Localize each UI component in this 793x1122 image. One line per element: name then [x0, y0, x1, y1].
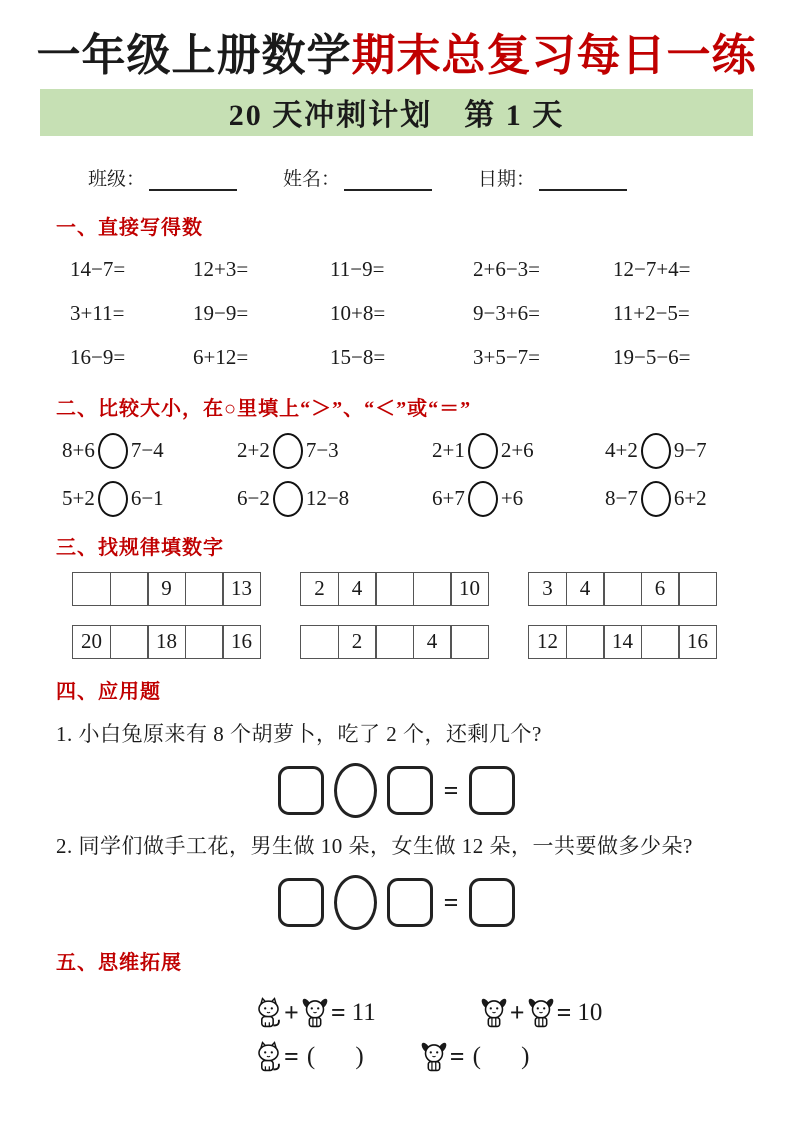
puzzle-answer-dog [420, 1041, 532, 1072]
comparison-circle[interactable] [273, 481, 303, 517]
section4-heading: 四、应用题 [56, 680, 161, 703]
answer-equation-2 [0, 874, 793, 932]
name-label: 姓名： [283, 168, 341, 190]
plan-banner [40, 89, 753, 136]
comparison-circle[interactable] [98, 433, 128, 469]
title-red-part: 期末总复习每日一练 [351, 31, 757, 80]
left-expression: 5+2 [62, 486, 95, 511]
pattern-cell: 4 [413, 625, 452, 659]
left-expression: 2+2 [237, 438, 270, 463]
pattern-table [300, 625, 489, 659]
pattern-cell: 4 [566, 572, 605, 606]
pattern-cell: 6 [641, 572, 680, 606]
pattern-cell: 16 [678, 625, 717, 659]
comparison-circle[interactable] [641, 433, 671, 469]
puzzle-equation-1 [255, 997, 376, 1028]
right-expression: 6+2 [673, 486, 707, 511]
banner-text: 20 天冲刺计划 第 1 天 [228, 99, 565, 133]
pattern-table [72, 572, 261, 606]
left-expression: 2+1 [432, 438, 465, 463]
pattern-table [72, 625, 261, 659]
cat-icon [255, 997, 282, 1028]
plus-sign: + [284, 997, 299, 1027]
equation-result: 10 [577, 998, 603, 1026]
pattern-table [528, 572, 717, 606]
word-problem-2: 2. 同学们做手工花，男生做 10 朵，女生做 12 朵，一共要做多少朵? [56, 833, 693, 858]
dog-icon [301, 997, 329, 1028]
pattern-cell[interactable] [566, 625, 605, 659]
right-expression: 6−1 [130, 486, 164, 511]
comparison-circle[interactable] [273, 433, 303, 469]
date-field [478, 164, 627, 191]
section2-heading: 二、比较大小，在○里填上“＞”、“＜”或“＝” [56, 397, 472, 420]
answer-box-square[interactable] [278, 878, 324, 927]
pattern-cell[interactable] [413, 572, 452, 606]
answer-box-square[interactable] [387, 766, 433, 815]
puzzle-answer-cat [255, 1041, 366, 1072]
plus-sign: + [509, 997, 525, 1027]
pattern-cell: 14 [603, 625, 642, 659]
puzzle-answers-row [255, 1035, 793, 1079]
pattern-cell[interactable] [72, 572, 111, 606]
pattern-cell[interactable] [110, 572, 149, 606]
equals-sign: = [449, 1041, 465, 1071]
answer-box-square[interactable] [469, 878, 515, 927]
equals-sign: = [443, 775, 459, 805]
left-expression: 8+6 [62, 438, 95, 463]
answer-box-square[interactable] [278, 766, 324, 815]
math-expression: 10+8= [330, 301, 386, 326]
comparison-item [432, 427, 605, 475]
math-expression: 16−9= [70, 345, 126, 370]
pattern-cell: 9 [147, 572, 186, 606]
pattern-cell[interactable] [375, 625, 414, 659]
equals-sign: = [330, 997, 346, 1027]
math-expression: 19−5−6= [613, 345, 691, 370]
math-expression: 3+11= [70, 301, 125, 326]
section3-heading: 三、找规律填数字 [56, 536, 224, 559]
pattern-cell[interactable] [678, 572, 717, 606]
pattern-tables-row-1 [72, 572, 793, 606]
word-problem-1: 1. 小白兔原来有 8 个胡萝卜，吃了 2 个，还剩几个? [56, 721, 542, 746]
math-expression: 19−9= [193, 301, 249, 326]
class-label: 班级： [88, 168, 146, 190]
pattern-cell: 16 [222, 625, 261, 659]
pattern-cell: 18 [147, 625, 186, 659]
page-title [0, 30, 793, 83]
answer-blank[interactable]: ( ) [472, 1042, 532, 1070]
right-expression: 12−8 [305, 486, 350, 511]
comparison-item [432, 475, 605, 523]
section1-problem-grid [70, 248, 753, 380]
left-expression: 8−7 [605, 486, 638, 511]
pattern-cell[interactable] [450, 625, 489, 659]
cat-icon [255, 1041, 282, 1072]
math-expression: 3+5−7= [473, 345, 541, 370]
dog-icon [480, 997, 508, 1028]
answer-box-oval[interactable] [334, 763, 377, 818]
comparison-item [605, 475, 753, 523]
pattern-table [528, 625, 717, 659]
equals-sign: = [556, 997, 572, 1027]
puzzle-equation-2 [480, 997, 603, 1028]
comparison-circle[interactable] [641, 481, 671, 517]
pattern-cell[interactable] [603, 572, 642, 606]
comparison-circle[interactable] [468, 433, 498, 469]
equals-sign: = [284, 1041, 299, 1071]
comparison-item [237, 427, 432, 475]
pattern-cell: 3 [528, 572, 567, 606]
equation-result: 11 [351, 998, 376, 1026]
dog-icon [420, 1041, 448, 1072]
math-expression: 11+2−5= [613, 301, 690, 326]
pattern-cell: 13 [222, 572, 261, 606]
answer-blank[interactable]: ( ) [306, 1042, 366, 1070]
math-expression: 15−8= [330, 345, 386, 370]
pattern-cell[interactable] [300, 625, 339, 659]
right-expression: 7−3 [305, 438, 339, 463]
thinking-puzzle [255, 991, 793, 1079]
comparison-item [237, 475, 432, 523]
left-expression: 4+2 [605, 438, 638, 463]
left-expression: 6−2 [237, 486, 270, 511]
pattern-cell[interactable] [641, 625, 680, 659]
pattern-cell: 12 [528, 625, 567, 659]
dog-icon [527, 997, 555, 1028]
section2-comparison-grid [62, 427, 753, 523]
name-field [283, 164, 432, 191]
math-expression: 12+3= [193, 257, 249, 282]
puzzle-equations-row [255, 991, 793, 1035]
class-blank-line[interactable] [149, 173, 237, 191]
answer-box-square[interactable] [469, 766, 515, 815]
class-field [88, 164, 237, 191]
right-expression: +6 [500, 486, 524, 511]
comparison-circle[interactable] [98, 481, 128, 517]
section5-heading: 五、思维拓展 [56, 951, 182, 974]
title-black-part: 一年级上册数学 [36, 31, 352, 80]
pattern-cell: 2 [338, 625, 377, 659]
pattern-table [300, 572, 489, 606]
pattern-cell[interactable] [110, 625, 149, 659]
math-expression: 6+12= [193, 345, 249, 370]
section1-heading: 一、直接写得数 [56, 216, 203, 239]
math-expression: 11−9= [330, 257, 385, 282]
right-expression: 9−7 [673, 438, 707, 463]
math-expression: 2+6−3= [473, 257, 541, 282]
answer-box-square[interactable] [387, 878, 433, 927]
comparison-item [62, 427, 237, 475]
left-expression: 6+7 [432, 486, 465, 511]
name-blank-line[interactable] [344, 173, 432, 191]
right-expression: 2+6 [500, 438, 534, 463]
pattern-cell: 2 [300, 572, 339, 606]
math-expression: 9−3+6= [473, 301, 541, 326]
pattern-cell[interactable] [375, 572, 414, 606]
pattern-cell[interactable] [185, 625, 224, 659]
comparison-circle[interactable] [468, 481, 498, 517]
right-expression: 7−4 [130, 438, 164, 463]
pattern-cell: 10 [450, 572, 489, 606]
equals-sign: = [443, 887, 459, 917]
comparison-item [62, 475, 237, 523]
date-blank-line[interactable] [539, 173, 627, 191]
answer-box-oval[interactable] [334, 875, 377, 930]
date-label: 日期： [478, 168, 536, 190]
comparison-item [605, 427, 753, 475]
student-info-row [88, 164, 793, 191]
math-expression: 12−7+4= [613, 257, 691, 282]
pattern-cell: 4 [338, 572, 377, 606]
math-expression: 14−7= [70, 257, 126, 282]
answer-equation-1 [0, 762, 793, 820]
pattern-cell: 20 [72, 625, 111, 659]
pattern-tables-row-2 [72, 625, 793, 659]
pattern-cell[interactable] [185, 572, 224, 606]
